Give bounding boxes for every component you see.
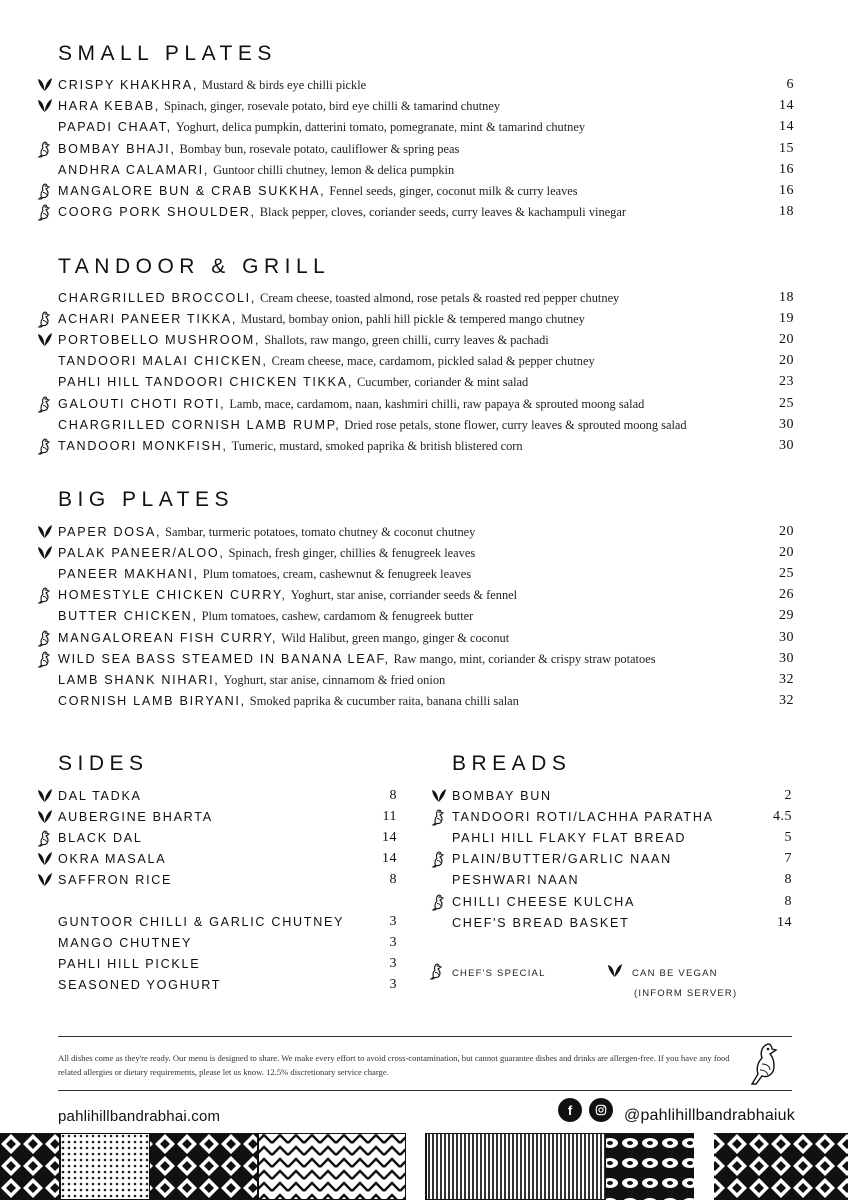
- dish-price: 18: [779, 290, 794, 305]
- no-icon: [36, 955, 54, 973]
- dish-description: Shallots, raw mango, green chilli, curry leaves & pachadi: [264, 333, 549, 348]
- dish-price: 8: [389, 872, 397, 888]
- leaf-icon: [606, 962, 624, 980]
- bird-icon: [36, 310, 54, 328]
- section-title-sides: SIDES: [58, 752, 149, 775]
- leaf-icon: [36, 850, 54, 868]
- dish-price: 8: [784, 893, 792, 909]
- menu-item: [36, 976, 397, 994]
- dish-price: 16: [779, 161, 794, 177]
- bird-icon: [36, 629, 54, 647]
- dish-price: 32: [779, 692, 794, 708]
- dish-description: Cream cheese, toasted almond, rose petals & roasted red pepper chutney: [260, 291, 620, 305]
- bird-icon: [36, 829, 54, 847]
- dish-price: 29: [779, 608, 794, 624]
- dish-price: 16: [779, 183, 794, 198]
- dish-name: TANDOORI ROTI/LACHHA PARATHA: [452, 810, 714, 825]
- dish-name: GALOUTI CHOTI ROTI,: [58, 396, 226, 411]
- menu-item: [36, 955, 397, 973]
- menu-item: [36, 161, 794, 179]
- dish-name: PAPER DOSA,: [58, 525, 162, 539]
- dish-name: BLACK DAL: [58, 831, 143, 846]
- dish-name: CHILLI CHEESE KULCHA: [452, 894, 636, 909]
- section-title-breads: BREADS: [452, 752, 572, 775]
- dish-name: PAHLI HILL PICKLE: [58, 957, 201, 972]
- dish-price: 26: [779, 587, 794, 603]
- menu-item: [36, 671, 794, 689]
- dish-price: 19: [779, 311, 794, 327]
- dish-name: ANDHRA CALAMARI,: [58, 162, 210, 177]
- section-title-tandoor: TANDOOR & GRILL: [58, 255, 331, 278]
- no-icon: [36, 913, 54, 931]
- menu-item: [36, 787, 397, 805]
- menu-item: [36, 76, 794, 94]
- menu-item: [36, 692, 794, 710]
- dish-price: 3: [389, 956, 397, 972]
- dish-name: CHARGRILLED CORNISH LAMB RUMP,: [58, 417, 341, 432]
- no-icon: [36, 118, 54, 136]
- menu-item: [36, 913, 397, 931]
- social-handle[interactable]: @pahlihillbandrabhaiuk: [624, 1107, 795, 1124]
- dish-price: 30: [779, 650, 794, 666]
- dish-price: 14: [779, 98, 794, 114]
- dish-price: 23: [779, 374, 794, 390]
- no-icon: [430, 914, 448, 932]
- menu-item: [36, 650, 794, 668]
- no-icon: [36, 373, 54, 391]
- dish-name: LAMB SHANK NIHARI,: [58, 672, 220, 687]
- dish-price: 14: [382, 830, 397, 846]
- dish-price: 14: [777, 914, 792, 930]
- dish-name: PESHWARI NAAN: [452, 873, 580, 888]
- no-icon: [430, 871, 448, 889]
- dish-price: 30: [779, 629, 794, 645]
- leaf-icon: [36, 871, 54, 889]
- menu-item: [36, 182, 794, 200]
- dish-price: 5: [784, 830, 792, 846]
- no-icon: [36, 692, 54, 710]
- dish-price: 18: [779, 204, 794, 220]
- bird-logo-icon: [748, 1040, 782, 1088]
- dish-description: Smoked paprika & cucumber raita, banana chilli salan: [249, 693, 519, 708]
- dish-price: 6: [786, 77, 794, 92]
- dish-description: Wild Halibut, green mango, ginger & coconut: [281, 630, 510, 645]
- leaf-icon: [36, 331, 54, 349]
- dish-name: MANGO CHUTNEY: [58, 936, 193, 951]
- dish-name: SEASONED YOGHURT: [58, 978, 222, 993]
- dish-description: Yoghurt, star anise, cinnamom & fried onion: [223, 672, 446, 687]
- menu-item: [36, 118, 794, 136]
- bird-icon: [36, 650, 54, 668]
- dish-price: 14: [382, 851, 397, 867]
- dish-price: 3: [389, 914, 397, 929]
- dish-name: CHEF'S BREAD BASKET: [452, 915, 630, 930]
- dish-name: TANDOORI MONKFISH,: [58, 438, 228, 453]
- menu-item: [36, 437, 794, 455]
- dish-description: Guntoor chilli chutney, lemon & delica pumpkin: [213, 162, 455, 177]
- allergen-disclaimer: All dishes come as they're ready. Our menu is designed to share. We make every effort to avoid cross-contamination, but cannot guarantee dishes and drinks are allergen-free. If you have any food related allergies or dietary requirements, please let us know. 12.5% discretionary service charge.: [58, 1053, 730, 1077]
- bird-icon: [36, 586, 54, 604]
- dish-name: HOMESTYLE CHICKEN CURRY,: [58, 588, 287, 603]
- dish-description: Raw mango, mint, coriander & crispy straw potatoes: [393, 651, 656, 666]
- menu-item: [36, 395, 794, 413]
- dish-description: Spinach, ginger, rosevale potato, bird eye chilli & tamarind chutney: [164, 99, 501, 114]
- no-icon: [36, 416, 54, 434]
- menu-item: [430, 808, 792, 826]
- dish-description: Spinach, fresh ginger, chillies & fenugreek leaves: [228, 546, 476, 561]
- bird-icon: [36, 437, 54, 455]
- leaf-icon: [430, 787, 448, 805]
- menu-item: [36, 871, 397, 889]
- dish-description: Mustard, bombay onion, pahli hill pickle & tempered mango chutney: [241, 312, 585, 327]
- dish-description: Tumeric, mustard, smoked paprika & british blistered corn: [231, 438, 523, 453]
- bird-icon: [36, 203, 54, 221]
- dish-price: 32: [779, 671, 794, 687]
- no-icon: [36, 352, 54, 370]
- menu-item: [430, 914, 792, 932]
- dish-name: TANDOORI MALAI CHICKEN,: [58, 354, 268, 369]
- no-icon: [36, 161, 54, 179]
- dish-description: Plum tomatoes, cream, cashewnut & fenugreek leaves: [202, 567, 472, 582]
- bird-icon: [428, 962, 446, 980]
- no-icon: [36, 671, 54, 689]
- leaf-icon: [36, 523, 54, 541]
- leaf-icon: [36, 544, 54, 562]
- leaf-icon: [36, 787, 54, 805]
- dish-price: 25: [779, 566, 794, 582]
- dish-name: HARA KEBAB,: [58, 99, 160, 114]
- menu-item: [430, 829, 792, 847]
- no-icon: [36, 289, 54, 307]
- menu-item: [36, 97, 794, 115]
- dish-price: 30: [779, 437, 794, 453]
- dish-name: BOMBAY BHAJI,: [58, 141, 176, 156]
- dish-price: 2: [784, 788, 792, 803]
- legend-vegan-sub: (INFORM SERVER): [634, 988, 738, 999]
- instagram-icon[interactable]: [589, 1098, 613, 1122]
- menu-item: [36, 289, 794, 307]
- dish-description: Dried rose petals, stone flower, curry leaves & sprouted moong salad: [344, 417, 687, 432]
- dish-name: PORTOBELLO MUSHROOM,: [58, 333, 261, 348]
- bird-icon: [36, 182, 54, 200]
- menu-item: [36, 544, 794, 562]
- dish-name: PLAIN/BUTTER/GARLIC NAAN: [452, 852, 672, 867]
- dish-price: 20: [779, 524, 794, 539]
- dish-name: PAPADI CHAAT,: [58, 120, 172, 135]
- dish-description: Yoghurt, star anise, corriander seeds & fennel: [290, 588, 518, 603]
- bird-icon: [430, 808, 448, 826]
- no-icon: [36, 565, 54, 583]
- dish-description: Cream cheese, mace, cardamom, pickled salad & pepper chutney: [271, 354, 595, 369]
- dish-name: MANGALOREAN FISH CURRY,: [58, 630, 278, 645]
- menu-item: [430, 893, 792, 911]
- dish-name: AUBERGINE BHARTA: [58, 810, 213, 825]
- dish-price: 8: [784, 872, 792, 888]
- dish-name: WILD SEA BASS STEAMED IN BANANA LEAF,: [58, 651, 390, 666]
- dish-name: CRISPY KHAKHRA,: [58, 78, 199, 92]
- dish-name: CORNISH LAMB BIRYANI,: [58, 693, 246, 708]
- dish-price: 20: [779, 332, 794, 348]
- dish-description: Plum tomatoes, cashew, cardamom & fenugreek butter: [201, 609, 474, 624]
- decorative-pattern-band: [0, 1133, 848, 1200]
- dish-price: 8: [389, 788, 397, 803]
- dish-name: PANEER MAKHANI,: [58, 567, 199, 582]
- menu-item: [36, 829, 397, 847]
- dish-name: COORG PORK SHOULDER,: [58, 205, 256, 220]
- website-link[interactable]: pahlihillbandrabhai.com: [58, 1108, 221, 1125]
- leaf-icon: [36, 97, 54, 115]
- menu-item: [36, 310, 794, 328]
- facebook-icon[interactable]: f: [558, 1098, 582, 1122]
- dish-name: SAFFRON RICE: [58, 873, 173, 888]
- dish-name: BUTTER CHICKEN,: [58, 609, 198, 624]
- bird-icon: [36, 395, 54, 413]
- dish-name: CHARGRILLED BROCCOLI,: [58, 291, 257, 305]
- bird-icon: [430, 893, 448, 911]
- menu-item: [430, 850, 792, 868]
- dish-description: Cucumber, coriander & mint salad: [357, 375, 529, 390]
- dish-name: DAL TADKA: [58, 789, 142, 803]
- dish-description: Black pepper, cloves, coriander seeds, curry leaves & kachampuli vinegar: [259, 205, 627, 220]
- menu-item: [36, 607, 794, 625]
- leaf-icon: [36, 808, 54, 826]
- menu-item: [36, 416, 794, 434]
- menu-item: [36, 629, 794, 647]
- menu-item: [36, 140, 794, 158]
- dish-price: 3: [389, 935, 397, 951]
- dish-price: 30: [779, 416, 794, 432]
- bottom-divider: [58, 1090, 792, 1091]
- dish-name: GUNTOOR CHILLI & GARLIC CHUTNEY: [58, 915, 345, 929]
- leaf-icon: [36, 76, 54, 94]
- dish-price: 20: [779, 353, 794, 369]
- dish-price: 25: [779, 395, 794, 411]
- dish-price: 14: [779, 119, 794, 135]
- dish-description: Yoghurt, delica pumpkin, datterini tomato, pomegranate, mint & tamarind chutney: [175, 120, 586, 135]
- legend-vegan-label: CAN BE VEGAN: [632, 968, 718, 979]
- dish-name: PAHLI HILL TANDOORI CHICKEN TIKKA,: [58, 375, 354, 390]
- dish-description: Mustard & birds eye chilli pickle: [202, 78, 367, 92]
- dish-name: MANGALORE BUN & CRAB SUKKHA,: [58, 184, 326, 198]
- section-title-small-plates: SMALL PLATES: [58, 42, 277, 65]
- menu-item: [36, 808, 397, 826]
- no-icon: [36, 607, 54, 625]
- dish-price: 20: [779, 545, 794, 561]
- dish-name: PALAK PANEER/ALOO,: [58, 546, 225, 561]
- menu-item: [430, 871, 792, 889]
- menu-item: [36, 586, 794, 604]
- menu-item: [430, 787, 792, 805]
- dish-price: 3: [389, 977, 397, 993]
- dish-name: OKRA MASALA: [58, 852, 167, 867]
- dish-description: Bombay bun, rosevale potato, cauliflower & spring peas: [179, 141, 460, 156]
- no-icon: [36, 934, 54, 952]
- menu-item: [36, 523, 794, 541]
- bird-icon: [36, 140, 54, 158]
- bird-icon: [430, 850, 448, 868]
- section-title-big-plates: BIG PLATES: [58, 488, 234, 511]
- menu-item: [36, 934, 397, 952]
- dish-name: BOMBAY BUN: [452, 789, 552, 803]
- menu-item: [36, 565, 794, 583]
- menu-item: [36, 373, 794, 391]
- no-icon: [430, 829, 448, 847]
- dish-description: Fennel seeds, ginger, coconut milk & curry leaves: [329, 184, 578, 198]
- menu-item: [36, 850, 397, 868]
- legend-chef-label: CHEF'S SPECIAL: [452, 968, 546, 979]
- no-icon: [36, 976, 54, 994]
- menu-item: [36, 203, 794, 221]
- menu-item: [36, 352, 794, 370]
- top-divider: [58, 1036, 792, 1037]
- dish-price: 4.5: [773, 809, 792, 825]
- dish-price: 7: [784, 851, 792, 867]
- dish-description: Sambar, turmeric potatoes, tomato chutney & coconut chutney: [165, 525, 476, 539]
- dish-name: ACHARI PANEER TIKKA,: [58, 312, 238, 327]
- dish-description: Lamb, mace, cardamom, naan, kashmiri chilli, raw papaya & sprouted moong salad: [229, 396, 645, 411]
- dish-price: 15: [779, 140, 794, 156]
- dish-price: 11: [382, 809, 397, 825]
- menu-item: [36, 331, 794, 349]
- dish-name: PAHLI HILL FLAKY FLAT BREAD: [452, 831, 687, 846]
